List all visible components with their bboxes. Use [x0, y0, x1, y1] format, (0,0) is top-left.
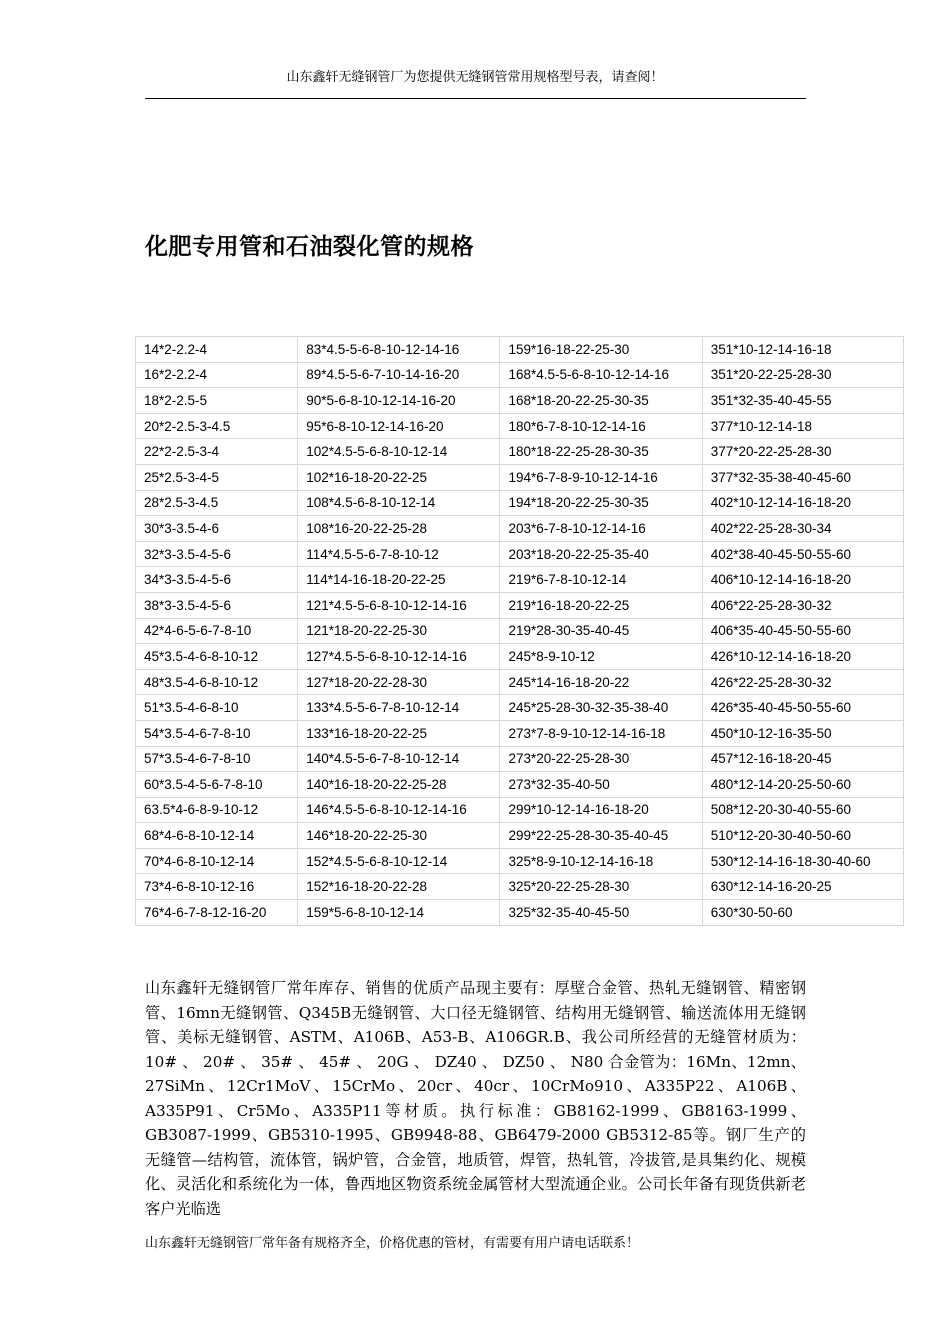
- table-cell: 194*6-7-8-9-10-12-14-16: [500, 464, 702, 490]
- table-cell: 76*4-6-7-8-12-16-20: [136, 900, 298, 926]
- table-row: [136, 516, 904, 542]
- table-cell: 51*3.5-4-6-8-10: [136, 695, 298, 721]
- table-cell: 133*16-18-20-22-25: [298, 720, 500, 746]
- table-row: [136, 746, 904, 772]
- table-cell: 426*10-12-14-16-18-20: [702, 644, 903, 670]
- table-cell: 108*4.5-6-8-10-12-14: [298, 490, 500, 516]
- table-cell: 219*16-18-20-22-25: [500, 592, 702, 618]
- table-cell: 95*6-8-10-12-14-16-20: [298, 413, 500, 439]
- table-cell: 45*3.5-4-6-8-10-12: [136, 644, 298, 670]
- table-cell: 168*18-20-22-25-30-35: [500, 388, 702, 414]
- table-cell: 406*22-25-28-30-32: [702, 592, 903, 618]
- table-row: [136, 797, 904, 823]
- table-cell: 146*4.5-5-6-8-10-12-14-16: [298, 797, 500, 823]
- table-cell: 273*32-35-40-50: [500, 772, 702, 798]
- table-cell: 30*3-3.5-4-6: [136, 516, 298, 542]
- table-cell: 299*10-12-14-16-18-20: [500, 797, 702, 823]
- table-cell: 508*12-20-30-40-55-60: [702, 797, 903, 823]
- table-cell: 18*2-2.5-5: [136, 388, 298, 414]
- table-row: [136, 720, 904, 746]
- table-cell: 54*3.5-4-6-7-8-10: [136, 720, 298, 746]
- table-cell: 245*25-28-30-32-35-38-40: [500, 695, 702, 721]
- page-header-text: 山东鑫轩无缝钢管厂为您提供无缝钢管常用规格型号表，请查阅！: [286, 70, 664, 85]
- table-cell: 180*6-7-8-10-12-14-16: [500, 413, 702, 439]
- table-row: [136, 823, 904, 849]
- table-cell: 108*16-20-22-25-28: [298, 516, 500, 542]
- table-cell: 180*18-22-25-28-30-35: [500, 439, 702, 465]
- table-cell: 70*4-6-8-10-12-14: [136, 848, 298, 874]
- table-row: [136, 592, 904, 618]
- table-cell: 159*16-18-22-25-30: [500, 337, 702, 363]
- table-cell: 325*8-9-10-12-14-16-18: [500, 848, 702, 874]
- table-cell: 34*3-3.5-4-5-6: [136, 567, 298, 593]
- table-row: [136, 362, 904, 388]
- table-row: [136, 772, 904, 798]
- table-row: [136, 644, 904, 670]
- table-cell: 121*4.5-5-6-8-10-12-14-16: [298, 592, 500, 618]
- company-description: 山东鑫轩无缝钢管厂常年库存、销售的优质产品现主要有：厚壁合金管、热轧无缝钢管、精密钢管、16mn无缝钢管、Q345B无缝钢管、大口径无缝钢管、结构用无缝钢管、输送流体用无缝钢管、美标无缝钢管、ASTM、A106B、A53-B、A106GR.B、我公司所经营的无缝管材质为：10# 、 20# 、 35# 、 45# 、 20G 、 DZ40 、 DZ50 、 N80 合金管为：16Mn、12mn、27SiMn、12Cr1MoV、15CrMo、20cr、40cr、10CrMo910、A335P22、A106B、A335P91、Cr5Mo、A335P11等材质。执行标准：GB8162-1999、GB8163-1999、GB3087-1999、GB5310-1995、GB9948-88、GB6479-2000 GB5312-85等。钢厂生产的无缝管—结构管，流体管，锅炉管，合金管，地质管，焊管，热轧管，冷拔管,是具集约化、规模化、灵活化和系统化为一体，鲁西地区物资系统金属管材大型流通企业。公司长年备有现货供新老客户光临选: [145, 979, 806, 1218]
- table-row: [136, 618, 904, 644]
- table-cell: 630*30-50-60: [702, 900, 903, 926]
- table-cell: 351*20-22-25-28-30: [702, 362, 903, 388]
- table-cell: 377*32-35-38-40-45-60: [702, 464, 903, 490]
- table-row: [136, 413, 904, 439]
- table-cell: 402*38-40-45-50-55-60: [702, 541, 903, 567]
- table-cell: 16*2-2.2-4: [136, 362, 298, 388]
- table-cell: 73*4-6-8-10-12-16: [136, 874, 298, 900]
- table-cell: 146*18-20-22-25-30: [298, 823, 500, 849]
- table-cell: 530*12-14-16-18-30-40-60: [702, 848, 903, 874]
- table-cell: 20*2-2.5-3-4.5: [136, 413, 298, 439]
- table-cell: 402*10-12-14-16-18-20: [702, 490, 903, 516]
- table-cell: 89*4.5-5-6-7-10-14-16-20: [298, 362, 500, 388]
- table-row: [136, 439, 904, 465]
- table-cell: 60*3.5-4-5-6-7-8-10: [136, 772, 298, 798]
- spec-table: [135, 336, 904, 926]
- table-cell: 457*12-16-18-20-45: [702, 746, 903, 772]
- table-cell: 325*32-35-40-45-50: [500, 900, 702, 926]
- table-row: [136, 669, 904, 695]
- table-cell: 114*14-16-18-20-22-25: [298, 567, 500, 593]
- table-cell: 245*14-16-18-20-22: [500, 669, 702, 695]
- table-cell: 245*8-9-10-12: [500, 644, 702, 670]
- table-cell: 426*22-25-28-30-32: [702, 669, 903, 695]
- table-cell: 133*4.5-5-6-7-8-10-12-14: [298, 695, 500, 721]
- table-row: [136, 567, 904, 593]
- table-cell: 299*22-25-28-30-35-40-45: [500, 823, 702, 849]
- table-cell: 48*3.5-4-6-8-10-12: [136, 669, 298, 695]
- table-cell: 32*3-3.5-4-5-6: [136, 541, 298, 567]
- table-row: [136, 388, 904, 414]
- table-cell: 25*2.5-3-4-5: [136, 464, 298, 490]
- table-row: [136, 848, 904, 874]
- table-cell: 14*2-2.2-4: [136, 337, 298, 363]
- table-cell: 203*6-7-8-10-12-14-16: [500, 516, 702, 542]
- table-cell: 121*18-20-22-25-30: [298, 618, 500, 644]
- table-cell: 102*16-18-20-22-25: [298, 464, 500, 490]
- table-cell: 325*20-22-25-28-30: [500, 874, 702, 900]
- table-cell: 450*10-12-16-35-50: [702, 720, 903, 746]
- table-cell: 426*35-40-45-50-55-60: [702, 695, 903, 721]
- table-cell: 140*4.5-5-6-7-8-10-12-14: [298, 746, 500, 772]
- table-row: [136, 541, 904, 567]
- table-cell: 273*7-8-9-10-12-14-16-18: [500, 720, 702, 746]
- table-cell: 406*35-40-45-50-55-60: [702, 618, 903, 644]
- spec-table-body: [136, 337, 904, 926]
- table-cell: 140*16-18-20-22-25-28: [298, 772, 500, 798]
- table-cell: 510*12-20-30-40-50-60: [702, 823, 903, 849]
- table-cell: 480*12-14-20-25-50-60: [702, 772, 903, 798]
- table-row: [136, 464, 904, 490]
- table-cell: 152*16-18-20-22-28: [298, 874, 500, 900]
- table-row: [136, 695, 904, 721]
- table-row: [136, 900, 904, 926]
- table-cell: 102*4.5-5-6-8-10-12-14: [298, 439, 500, 465]
- table-cell: 28*2.5-3-4.5: [136, 490, 298, 516]
- table-cell: 42*4-6-5-6-7-8-10: [136, 618, 298, 644]
- table-cell: 351*10-12-14-16-18: [702, 337, 903, 363]
- table-row: [136, 874, 904, 900]
- table-cell: 377*10-12-14-18: [702, 413, 903, 439]
- table-cell: 219*28-30-35-40-45: [500, 618, 702, 644]
- table-cell: 219*6-7-8-10-12-14: [500, 567, 702, 593]
- table-cell: 203*18-20-22-25-35-40: [500, 541, 702, 567]
- table-cell: 194*18-20-22-25-30-35: [500, 490, 702, 516]
- table-cell: 273*20-22-25-28-30: [500, 746, 702, 772]
- table-row: [136, 337, 904, 363]
- table-cell: 406*10-12-14-16-18-20: [702, 567, 903, 593]
- table-cell: 127*4.5-5-6-8-10-12-14-16: [298, 644, 500, 670]
- table-cell: 168*4.5-5-6-8-10-12-14-16: [500, 362, 702, 388]
- header-divider: [145, 98, 806, 99]
- table-cell: 127*18-20-22-28-30: [298, 669, 500, 695]
- table-cell: 90*5-6-8-10-12-14-16-20: [298, 388, 500, 414]
- table-cell: 22*2-2.5-3-4: [136, 439, 298, 465]
- table-cell: 63.5*4-6-8-9-10-12: [136, 797, 298, 823]
- table-cell: 83*4.5-5-6-8-10-12-14-16: [298, 337, 500, 363]
- table-cell: 377*20-22-25-28-30: [702, 439, 903, 465]
- table-cell: 152*4.5-5-6-8-10-12-14: [298, 848, 500, 874]
- table-row: [136, 490, 904, 516]
- table-cell: 351*32-35-40-45-55: [702, 388, 903, 414]
- table-cell: 68*4-6-8-10-12-14: [136, 823, 298, 849]
- table-cell: 38*3-3.5-4-5-6: [136, 592, 298, 618]
- table-cell: 57*3.5-4-6-7-8-10: [136, 746, 298, 772]
- page-footer-text: 山东鑫轩无缝钢管厂常年备有规格齐全，价格优惠的管材，有需要有用户请电话联系！: [145, 1236, 640, 1251]
- table-cell: 402*22-25-28-30-34: [702, 516, 903, 542]
- table-cell: 114*4.5-5-6-7-8-10-12: [298, 541, 500, 567]
- document-title: 化肥专用管和石油裂化管的规格: [145, 234, 474, 260]
- table-cell: 159*5-6-8-10-12-14: [298, 900, 500, 926]
- table-cell: 630*12-14-16-20-25: [702, 874, 903, 900]
